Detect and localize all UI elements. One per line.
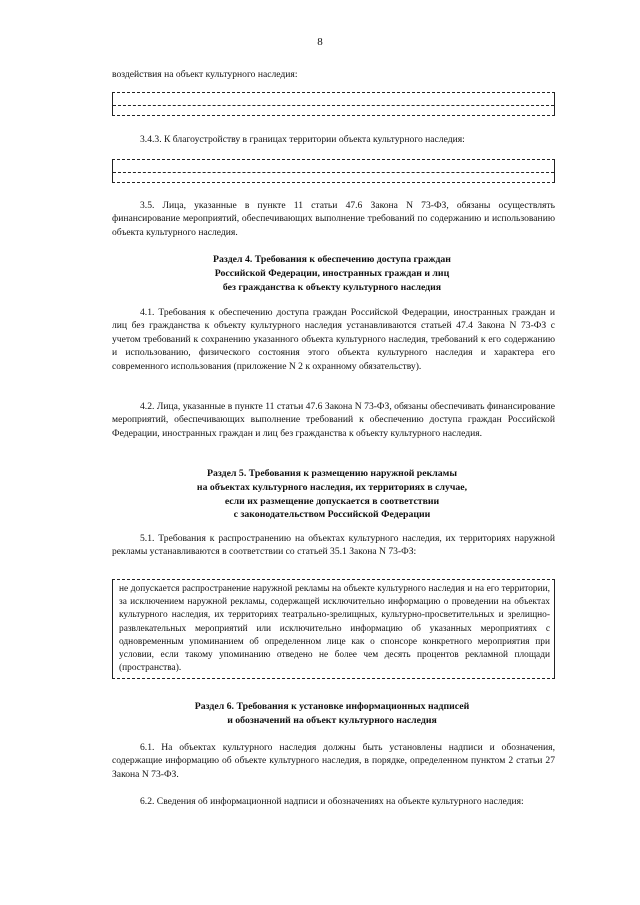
section-5-heading-line-2: на объектах культурного наследия, их территориях в случае, xyxy=(196,481,468,493)
paragraph-6-1: 6.1. На объектах культурного наследия должны быть установлены надписи и обозначения, содержащие информацию об объекте культурного наследия, в порядке, определенном пунктом 2 статьи 27 Закона N 73-ФЗ. xyxy=(112,742,555,780)
section-6-heading-line-1: Раздел 6. Требования к установке информационных надписей xyxy=(194,701,470,712)
section-4-heading xyxy=(112,253,552,294)
item-3-4-3: 3.4.3. К благоустройству в границах территории объекта культурного наследия: xyxy=(140,134,465,145)
section-5-heading-line-3: если их размещение допускается в соответствии xyxy=(224,495,440,507)
section-4-heading-line-2: Российской Федерации, иностранных граждан и лиц xyxy=(214,267,450,279)
paragraph-4-1: 4.1. Требования к обеспечению доступа граждан Российской Федерации, иностранных граждан и лиц без гражданства к объекту культурного наследия устанавливаются статьей 47.4 Закона N 73-ФЗ с учетом требований к сохранению указанного объекта культурного наследия, требований к его содержанию и использованию, физического состояния этого объекта культурного наследия и характера его современного использования (приложение N 2 к охранному обязательству). xyxy=(112,307,555,372)
section-5-heading-line-1: Раздел 5. Требования к размещению наружной рекламы xyxy=(207,468,457,479)
paragraph-4-2: 4.2. Лица, указанные в пункте 11 статьи 47.6 Закона N 73-ФЗ, обязаны обеспечивать финансирование мероприятий, обеспечивающих выполнение требований к обеспечению доступа граждан Российской Федерации, иностранных граждан и лиц без гражданства к объекту культурного наследия. xyxy=(112,401,555,439)
page-number: 8 xyxy=(317,36,323,48)
section-5-heading-line-4: с законодательством Российской Федерации xyxy=(233,509,431,521)
advertising-requirements-box: не допускается распространение наружной рекламы на объекте культурного наследия и на его территории, за исключением наружной рекламы, содержащей исключительно информацию о проведении на объектах культурного наследия, их территориях театрально-зрелищных, культурно-просветительных и зрелищно-развлекательных мероприятий или исключительно информацию об указанных мероприятиях с одновременным упоминанием об определенном лице как о спонсоре конкретного мероприятия при условии, если такому упоминанию отведено не более чем десять процентов рекламной площади (пространства). xyxy=(112,579,555,679)
section-4-heading-line-3: без гражданства к объекту культурного наследия xyxy=(222,281,442,293)
section-6-heading xyxy=(112,700,552,728)
item-3-5: 3.5. Лица, указанные в пункте 11 статьи 47.6 Закона N 73-ФЗ, обязаны осуществлять финансирование мероприятий, обеспечивающих выполнение требований по содержанию и использованию объекта культурного наследия. xyxy=(112,200,555,238)
section-6-heading-line-2: и обозначений на объект культурного наследия xyxy=(227,714,437,726)
paragraph-5-1: 5.1. Требования к распространению на объектах культурного наследия, их территориях наружной рекламы устанавливаются в соответствии со статьей 35.1 Закона N 73-ФЗ: xyxy=(112,533,555,558)
intro-line: воздействия на объект культурного наследия: xyxy=(112,69,298,80)
empty-field-box-1[interactable] xyxy=(112,92,555,116)
paragraph-6-2: 6.2. Сведения об информационной надписи и обозначениях на объекте культурного наследия: xyxy=(140,796,524,807)
section-5-heading xyxy=(112,467,552,522)
empty-field-box-2[interactable] xyxy=(112,159,555,183)
section-4-heading-line-1: Раздел 4. Требования к обеспечению доступа граждан xyxy=(213,254,451,265)
